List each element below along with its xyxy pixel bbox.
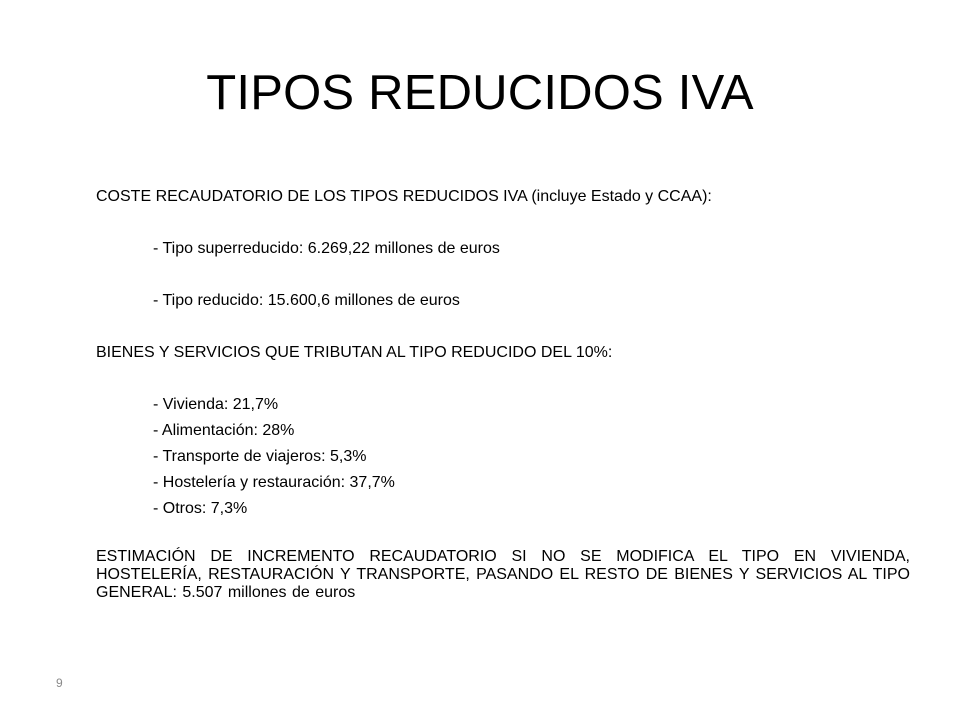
goods-item-vivienda: - Vivienda: 21,7% xyxy=(153,396,279,413)
slide-body xyxy=(96,184,910,602)
goods-header: BIENES Y SERVICIOS QUE TRIBUTAN AL TIPO REDUCIDO DEL 10%: xyxy=(96,344,613,361)
slide-title: TIPOS REDUCIDOS IVA xyxy=(206,66,754,120)
cost-item-superreduced: - Tipo superreducido: 6.269,22 millones de euros xyxy=(153,240,500,257)
page-number: 9 xyxy=(56,676,63,690)
cost-header: COSTE RECAUDATORIO DE LOS TIPOS REDUCIDOS IVA (incluye Estado y CCAA): xyxy=(96,188,712,205)
goods-item-hosteleria: - Hostelería y restauración: 37,7% xyxy=(153,474,395,491)
cost-item-reduced: - Tipo reducido: 15.600,6 millones de euros xyxy=(153,292,460,309)
goods-item-alimentacion: - Alimentación: 28% xyxy=(153,422,295,439)
estimate-paragraph: ESTIMACIÓN DE INCREMENTO RECAUDATORIO SI NO SE MODIFICA EL TIPO EN VIVIENDA, HOSTELERÍA, RESTAURACIÓN Y TRANSPORTE, PASANDO EL RESTO DE BIENES Y SERVICIOS AL TIPO GENERAL: 5.507 millones de euros xyxy=(96,548,910,601)
goods-item-transporte: - Transporte de viajeros: 5,3% xyxy=(153,448,367,465)
goods-item-otros: - Otros: 7,3% xyxy=(153,500,248,517)
